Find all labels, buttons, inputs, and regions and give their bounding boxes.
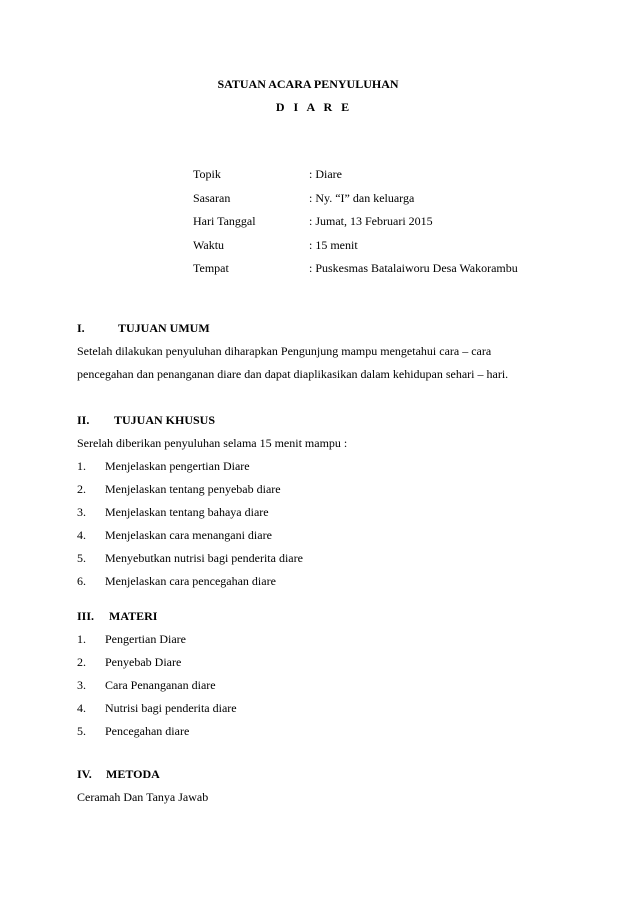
list-number: 2. <box>77 482 86 496</box>
list-text: Menyebutkan nutrisi bagi penderita diare <box>105 551 303 565</box>
section-heading-materi <box>77 609 377 625</box>
document-subtitle: D I A R E <box>275 100 353 114</box>
section-number: II. <box>77 413 90 427</box>
info-value: : Puskesmas Batalaiworu Desa Wakorambu <box>309 261 518 275</box>
list-text: Pengertian Diare <box>105 632 186 646</box>
info-value: : 15 menit <box>309 237 358 252</box>
section-title: MATERI <box>109 609 158 623</box>
list-text: Menjelaskan tentang penyebab diare <box>105 482 281 496</box>
list-number: 6. <box>77 574 86 588</box>
list-text: Menjelaskan cara pencegahan diare <box>105 574 276 588</box>
info-key: Sasaran <box>193 190 231 205</box>
section-number: IV. <box>77 767 92 781</box>
info-key: Hari Tanggal <box>193 214 256 228</box>
list-number: 4. <box>77 701 86 715</box>
list-number: 5. <box>77 724 86 738</box>
info-value: : Jumat, 13 Februari 2015 <box>309 214 433 228</box>
list-text: Nutrisi bagi penderita diare <box>105 701 237 715</box>
info-value: : Diare <box>309 167 342 181</box>
section-heading-tujuan-khusus <box>77 413 377 429</box>
list-number: 3. <box>77 678 86 692</box>
section-number: I. <box>77 321 85 335</box>
list-text: Menjelaskan cara menangani diare <box>105 528 272 542</box>
paragraph-line: Ceramah Dan Tanya Jawab <box>77 790 209 804</box>
paragraph-line: Serelah diberikan penyuluhan selama 15 menit mampu : <box>77 436 348 450</box>
list-text: Menjelaskan tentang bahaya diare <box>105 505 269 519</box>
section-title: TUJUAN UMUM <box>118 321 210 335</box>
paragraph-line: Setelah dilakukan penyuluhan diharapkan Pengunjung mampu mengetahui cara – cara <box>77 344 492 358</box>
info-key: Tempat <box>193 261 229 275</box>
list-text: Cara Penanganan diare <box>105 678 216 692</box>
paragraph-line: pencegahan dan penanganan diare dan dapat diaplikasikan dalam kehidupan sehari – hari. <box>77 367 509 381</box>
section-heading-metoda <box>77 767 377 783</box>
list-number: 4. <box>77 528 86 542</box>
list-text: Menjelaskan pengertian Diare <box>105 459 250 473</box>
document-title: SATUAN ACARA PENYULUHAN <box>217 77 399 91</box>
section-number: III. <box>77 609 95 623</box>
list-number: 3. <box>77 505 86 519</box>
info-key: Waktu <box>193 237 225 252</box>
section-heading-tujuan-umum <box>77 321 377 337</box>
list-number: 1. <box>77 632 86 646</box>
info-value: : Ny. “I” dan keluarga <box>309 190 415 205</box>
list-number: 2. <box>77 655 86 669</box>
list-number: 5. <box>77 551 86 565</box>
list-number: 1. <box>77 459 86 473</box>
info-key: Topik <box>193 167 221 181</box>
list-text: Penyebab Diare <box>105 655 182 669</box>
list-text: Pencegahan diare <box>105 724 190 738</box>
section-title: TUJUAN KHUSUS <box>114 413 216 427</box>
section-title: METODA <box>106 767 160 781</box>
